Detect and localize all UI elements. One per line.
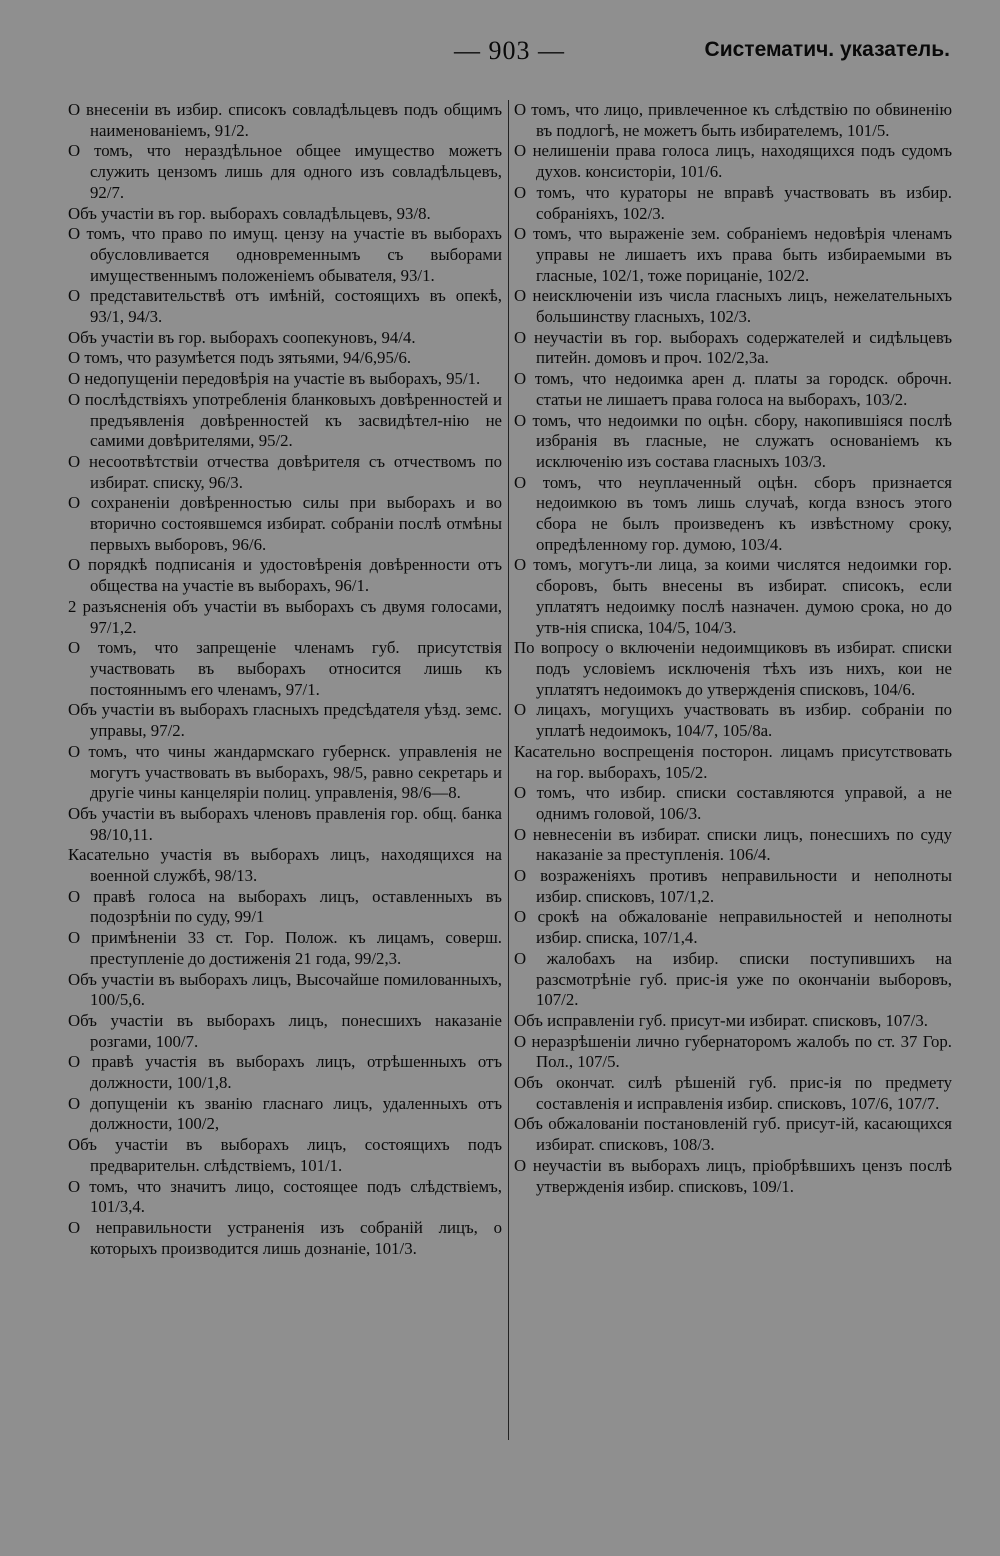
index-entry-text: О неправильности устраненія изъ собраній лицъ, о которыхъ производится лишь дознаніе, 101/3.: [68, 1217, 502, 1258]
index-entry: [514, 1032, 952, 1073]
index-entry: [514, 742, 952, 783]
index-entry: [68, 1177, 502, 1218]
index-entry: [68, 742, 502, 804]
index-entry-text: Объ окончат. силѣ рѣшеній губ. прис-ія по предмету составленія и исправленія избир. списковъ, 107/6, 107/7.: [514, 1073, 952, 1113]
index-entry-text: Объ участіи въ выборахъ лицъ, Высочайше помилованныхъ, 100/5,6.: [68, 969, 502, 1010]
index-entry-text: О допущеніи къ званію гласнаго лицъ, удаленныхъ отъ должности, 100/2,: [68, 1093, 502, 1134]
index-entry: [514, 141, 952, 182]
index-entry: [514, 183, 952, 224]
index-entry-text: Касательно воспрещенія посторон. лицамъ присутствовать на гор. выборахъ, 105/2.: [514, 741, 952, 782]
index-entry: [514, 411, 952, 473]
index-entry-text: О лицахъ, могущихъ участвовать въ избир. собраніи по уплатѣ недоимокъ, 104/7, 105/8а.: [514, 700, 952, 741]
index-entry: [514, 328, 952, 369]
index-entry: [68, 928, 502, 969]
index-entry-text: О томъ, что неуплаченный оцѣн. сборъ признается недоимкою въ томъ лишь случаѣ, когда взносъ этого сбора не былъ произведенъ къ извѣстному сроку, опредѣленному гор. думою, 103/4.: [514, 472, 952, 554]
index-entry-text: О неучастіи въ гор. выборахъ содержателей и сидѣльцевъ питейн. домовъ и проч. 102/2,3а.: [514, 327, 952, 368]
index-entry: [68, 1052, 502, 1093]
index-entry-text: О неразрѣшеніи лично губернаторомъ жалобъ по ст. 37 Гор. Пол., 107/5.: [514, 1031, 952, 1072]
left-column: [68, 100, 502, 1259]
index-entry: [68, 390, 502, 452]
index-entry: [68, 328, 502, 349]
index-entry: [514, 638, 952, 700]
index-entry-text: Объ обжалованіи постановленій губ. присут-ій, касающихся избират. списковъ, 108/3.: [514, 1114, 952, 1155]
index-entry-text: О томъ, могутъ-ли лица, за коими числятся недоимки гор. сборовъ, быть внесены въ избират. списокъ, если уплатятъ недоимку послѣ назначен. думою срока, но до утв-нія списка, 104/5, 104/3.: [514, 555, 952, 637]
index-entry: [68, 638, 502, 700]
index-entry: [68, 597, 502, 638]
index-entry-text: О томъ, что значитъ лицо, состоящее подъ слѣдствіемъ, 101/3,4.: [68, 1176, 502, 1217]
index-entry-text: О несоотвѣтствіи отчества довѣрителя съ отчествомъ по избират. списку, 96/3.: [68, 451, 502, 492]
index-entry: [68, 1218, 502, 1259]
page-number: — 903 —: [454, 36, 565, 65]
index-entry: [514, 783, 952, 824]
index-entry-text: О невнесеніи въ избират. списки лицъ, понесшихъ по суду наказаніе за преступленія. 106/4.: [514, 824, 952, 865]
index-entry: [68, 224, 502, 286]
index-entry-text: По вопросу о включеніи недоимщиковъ въ избират. списки подъ условіемъ исключенія тѣхъ изъ нихъ, кои не уплатятъ недоимокъ до утвержденія списковъ, 104/6.: [514, 638, 952, 699]
index-entry-text: О правѣ участія въ выборахъ лицъ, отрѣшенныхъ отъ должности, 100/1,8.: [68, 1052, 502, 1093]
index-entry: [68, 204, 502, 225]
index-entry: [514, 473, 952, 556]
index-entry: [68, 493, 502, 555]
index-entry: [514, 866, 952, 907]
index-entry: [514, 825, 952, 866]
index-entry-text: О внесеніи въ избир. списокъ совладѣльцевъ подъ общимъ наименованіемъ, 91/2.: [68, 100, 502, 140]
index-entry-text: О сохраненіи довѣренностью силы при выборахъ и во вторично состоявшемся избират. собраніи послѣ отмѣны первыхъ выборовъ, 96/6.: [68, 493, 502, 554]
index-entry-text: Объ участіи въ выборахъ лицъ, состоящихъ подъ предварительн. слѣдствіемъ, 101/1.: [68, 1135, 502, 1175]
index-entry-text: 2 разъясненія объ участіи въ выборахъ съ двумя голосами, 97/1,2.: [68, 596, 502, 637]
index-entry-text: О томъ, что недоимка арен д. платы за городск. оброчн. статьи не лишаетъ права голоса на выборахъ, 103/2.: [514, 369, 952, 409]
index-entry-text: О томъ, что разумѣется подъ зятьями, 94/6,95/6.: [68, 348, 412, 368]
right-column: [514, 100, 952, 1197]
index-entry-text: О томъ, что недоимки по оцѣн. сбору, накопившіяся послѣ избранія въ гласные, не служатъ основаніемъ къ исключенію изъ состава гласныхъ 103/3.: [514, 410, 952, 471]
index-entry: [514, 286, 952, 327]
index-entry-text: О томъ, что право по имущ. цензу на участіе въ выборахъ обусловливается одновременнымъ съ выборами имущественнымъ положеніемъ обывателя, 93/1.: [68, 224, 502, 285]
index-entry-text: Касательно участія въ выборахъ лицъ, находящихся на военной службѣ, 98/13.: [68, 845, 502, 886]
index-entry-text: Объ участіи въ гор. выборахъ совладѣльцевъ, 93/8.: [68, 203, 431, 223]
index-entry: [514, 949, 952, 1011]
index-entry-text: О недопущеніи передовѣрія на участіе въ выборахъ, 95/1.: [68, 369, 481, 389]
page-header: [0, 36, 1000, 76]
index-entry: [68, 887, 502, 928]
index-entry: [68, 348, 502, 369]
index-entry: [514, 1011, 952, 1032]
index-entry: [68, 100, 502, 141]
index-entry-text: О томъ, что нераздѣльное общее имущество можетъ служить цензомъ лишь для одного изъ совладѣльцевъ, 92/7.: [68, 141, 502, 202]
index-entry-text: О представительствѣ отъ имѣній, состоящихъ въ опекѣ, 93/1, 94/3.: [68, 286, 502, 327]
index-entry: [514, 555, 952, 638]
index-entry: [514, 1073, 952, 1114]
index-entry: [68, 845, 502, 886]
index-entry-text: О послѣдствіяхъ употребленія бланковыхъ довѣренностей и предъявленія довѣренностей къ засвидѣтел-нію не самими довѣрителями, 95/2.: [68, 389, 502, 451]
index-entry: [68, 1135, 502, 1176]
index-entry-text: О неисключеніи изъ числа гласныхъ лицъ, нежелательныхъ большинству гласныхъ, 102/3.: [514, 286, 952, 327]
index-entry: [68, 970, 502, 1011]
index-entry-text: Объ участіи въ гор. выборахъ соопекуновъ, 94/4.: [68, 327, 416, 347]
running-title: Систематич. указатель.: [704, 38, 950, 61]
index-entry: [514, 1114, 952, 1155]
index-entry: [68, 1011, 502, 1052]
index-entry-text: О неучастіи въ выборахъ лицъ, пріобрѣвшихъ цензъ послѣ утвержденія избир. списковъ, 109/1.: [514, 1155, 952, 1196]
index-entry-text: О томъ, что чины жандармскаго губернск. управленія не могутъ участвовать въ выборахъ, 98/5, равно секретарь и другіе чины канцеляріи полиц. управленія, 98/6—8.: [68, 741, 502, 803]
index-entry-text: О жалобахъ на избир. списки поступившихъ на разсмотрѣніе губ. прис-ія уже по окончаніи выборовъ, 107/2.: [514, 948, 952, 1010]
index-entry: [68, 555, 502, 596]
index-columns: [0, 100, 1000, 1550]
index-entry-text: Объ участіи въ выборахъ членовъ правленія гор. общ. банка 98/10,11.: [68, 803, 502, 844]
index-entry-text: Объ исправленіи губ. присут-ми избират. списковъ, 107/3.: [514, 1010, 928, 1030]
index-entry-text: О томъ, что выраженіе зем. собраніемъ недовѣрія членамъ управы не лишаетъ ихъ права быть избираемыми въ гласные, 102/1, тоже порицаніе, 102/2.: [514, 224, 952, 285]
index-entry-text: О томъ, что запрещеніе членамъ губ. присутствія участвовать въ выборахъ относится лишь къ постояннымъ его членамъ, 97/1.: [68, 638, 502, 699]
index-entry-text: О томъ, что кураторы не вправѣ участвовать въ избир. собраніяхъ, 102/3.: [514, 182, 952, 223]
index-entry: [68, 1094, 502, 1135]
index-entry: [514, 369, 952, 410]
index-entry-text: О срокѣ на обжалованіе неправильностей и неполноты избир. списка, 107/1,4.: [514, 907, 952, 948]
index-entry-text: Объ участіи въ выборахъ лицъ, понесшихъ наказаніе розгами, 100/7.: [68, 1010, 502, 1051]
index-entry-text: О томъ, что лицо, привлеченное къ слѣдствію по обвиненію въ подлогѣ, не можетъ быть избирателемъ, 101/5.: [514, 100, 952, 140]
column-divider: [508, 100, 509, 1440]
index-entry: [68, 700, 502, 741]
index-entry: [68, 804, 502, 845]
index-entry-text: О примѣненіи 33 ст. Гор. Полож. къ лицамъ, соверш. преступленіе до достиженія 21 года, 99/2,3.: [68, 928, 502, 968]
index-entry-text: Объ участіи въ выборахъ гласныхъ предсѣдателя уѣзд. земс. управы, 97/2.: [68, 700, 502, 741]
index-entry: [514, 700, 952, 741]
index-entry: [68, 141, 502, 203]
index-entry-text: О порядкѣ подписанія и удостовѣренія довѣренности отъ общества на участіе въ выборахъ, 96/1.: [68, 555, 502, 596]
index-entry-text: О правѣ голоса на выборахъ лицъ, оставленныхъ въ подозрѣніи по суду, 99/1: [68, 886, 502, 927]
index-entry-text: О томъ, что избир. списки составляются управой, а не однимъ головой, 106/3.: [514, 783, 952, 823]
index-entry: [68, 452, 502, 493]
index-entry: [514, 1156, 952, 1197]
index-entry: [514, 907, 952, 948]
index-entry-text: О нелишеніи права голоса лицъ, находящихся подъ судомъ духов. консисторіи, 101/6.: [514, 141, 952, 182]
index-entry: [514, 100, 952, 141]
index-entry: [68, 286, 502, 327]
index-entry: [68, 369, 502, 390]
index-entry-text: О возраженіяхъ противъ неправильности и неполноты избир. списковъ, 107/1,2.: [514, 866, 952, 906]
index-entry: [514, 224, 952, 286]
